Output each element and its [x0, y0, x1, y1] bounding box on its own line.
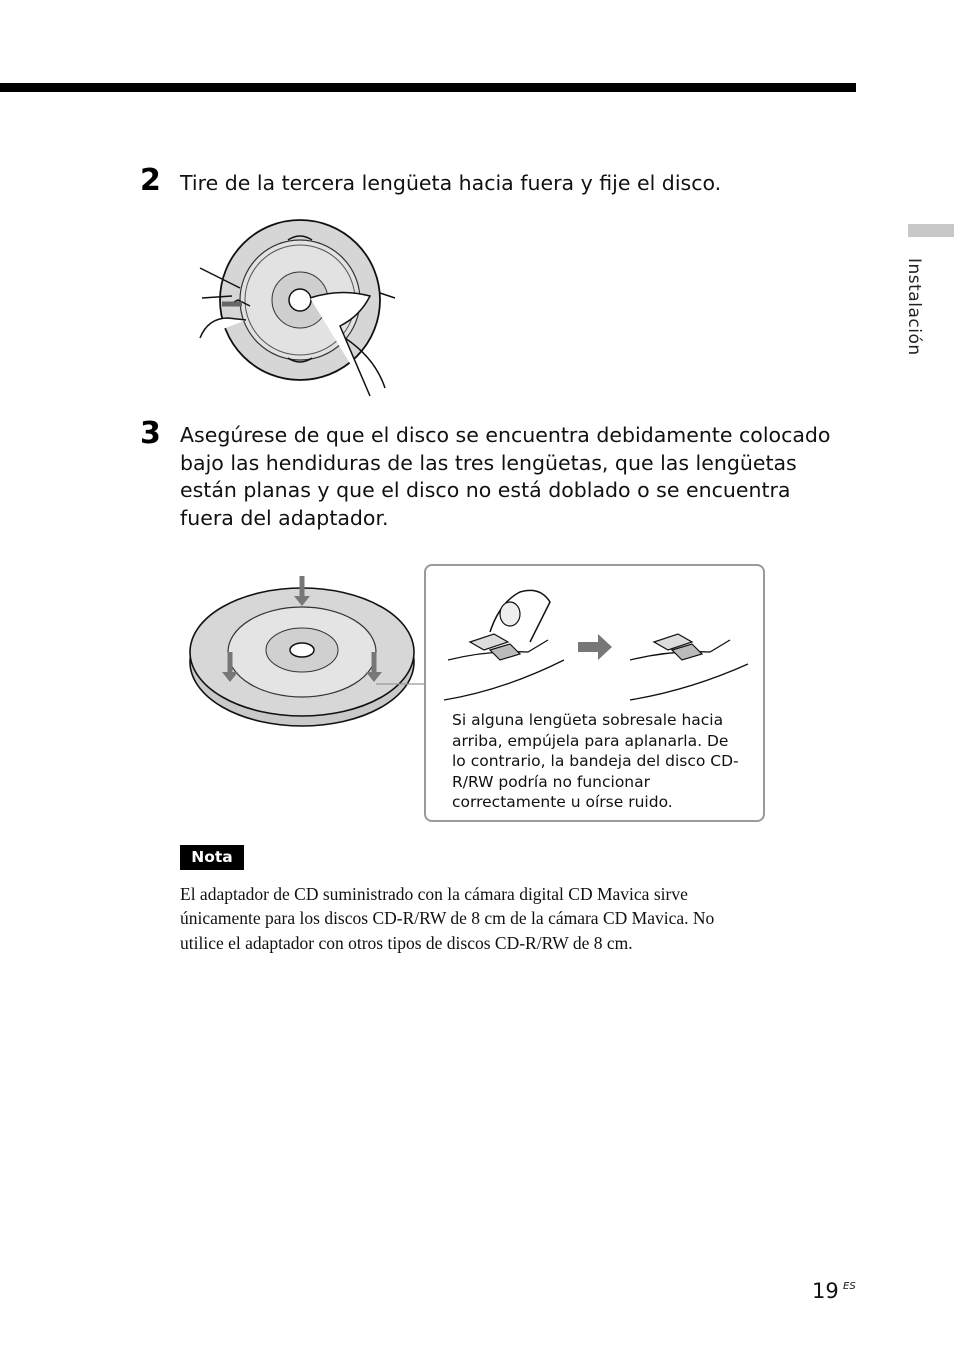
callout-line: lo contrario, la bandeja del disco CD-: [452, 752, 739, 771]
callout-line: Si alguna lengüeta sobresale hacia: [452, 711, 724, 729]
section-label: [894, 258, 954, 378]
disc-adapter-illustration: [186, 572, 426, 732]
section-tab-marker: [908, 224, 954, 237]
note-line: únicamente para los discos CD-R/RW de 8 cm de la cámara CD Mavica. No: [180, 908, 715, 929]
note-text: [180, 882, 820, 955]
page-number: 19: [812, 1279, 839, 1303]
section-label-text: Instalación: [904, 258, 924, 356]
note-line: El adaptador de CD suministrado con la cámara digital CD Mavica sirve: [180, 884, 688, 904]
step-2-text: Tire de la tercera lengüeta hacia fuera y fije el disco.: [180, 171, 722, 195]
note-badge: Nota: [180, 845, 244, 870]
step-3-line: Asegúrese de que el disco se encuentra debidamente colocado: [180, 423, 831, 447]
page-language: ES: [843, 1281, 856, 1292]
callout-text: [452, 710, 752, 813]
header-rule: [0, 83, 856, 92]
callout-line: arriba, empújela para aplanarla. De: [452, 731, 729, 750]
next-arrow-icon: [578, 642, 600, 652]
disc-fixing-illustration: [190, 218, 410, 400]
note-line: utilice el adaptador con otros tipos de discos CD-R/RW de 8 cm.: [180, 932, 633, 953]
step-3-line: fuera del adaptador.: [180, 505, 389, 530]
step-3-number: 3: [140, 416, 161, 451]
callout-line: R/RW podría no funcionar: [452, 772, 650, 791]
step-3-text: [180, 422, 830, 532]
callout-box: [424, 564, 765, 822]
tab-flatten-illustration: [440, 582, 755, 704]
step-2-number: 2: [140, 163, 161, 198]
step-3-line: bajo las hendiduras de las tres lengüetas, que las lengüetas: [180, 450, 797, 475]
callout-line: correctamente u oírse ruido.: [452, 793, 673, 812]
step-3-line: están planas y que el disco no está doblado o se encuentra: [180, 478, 791, 502]
